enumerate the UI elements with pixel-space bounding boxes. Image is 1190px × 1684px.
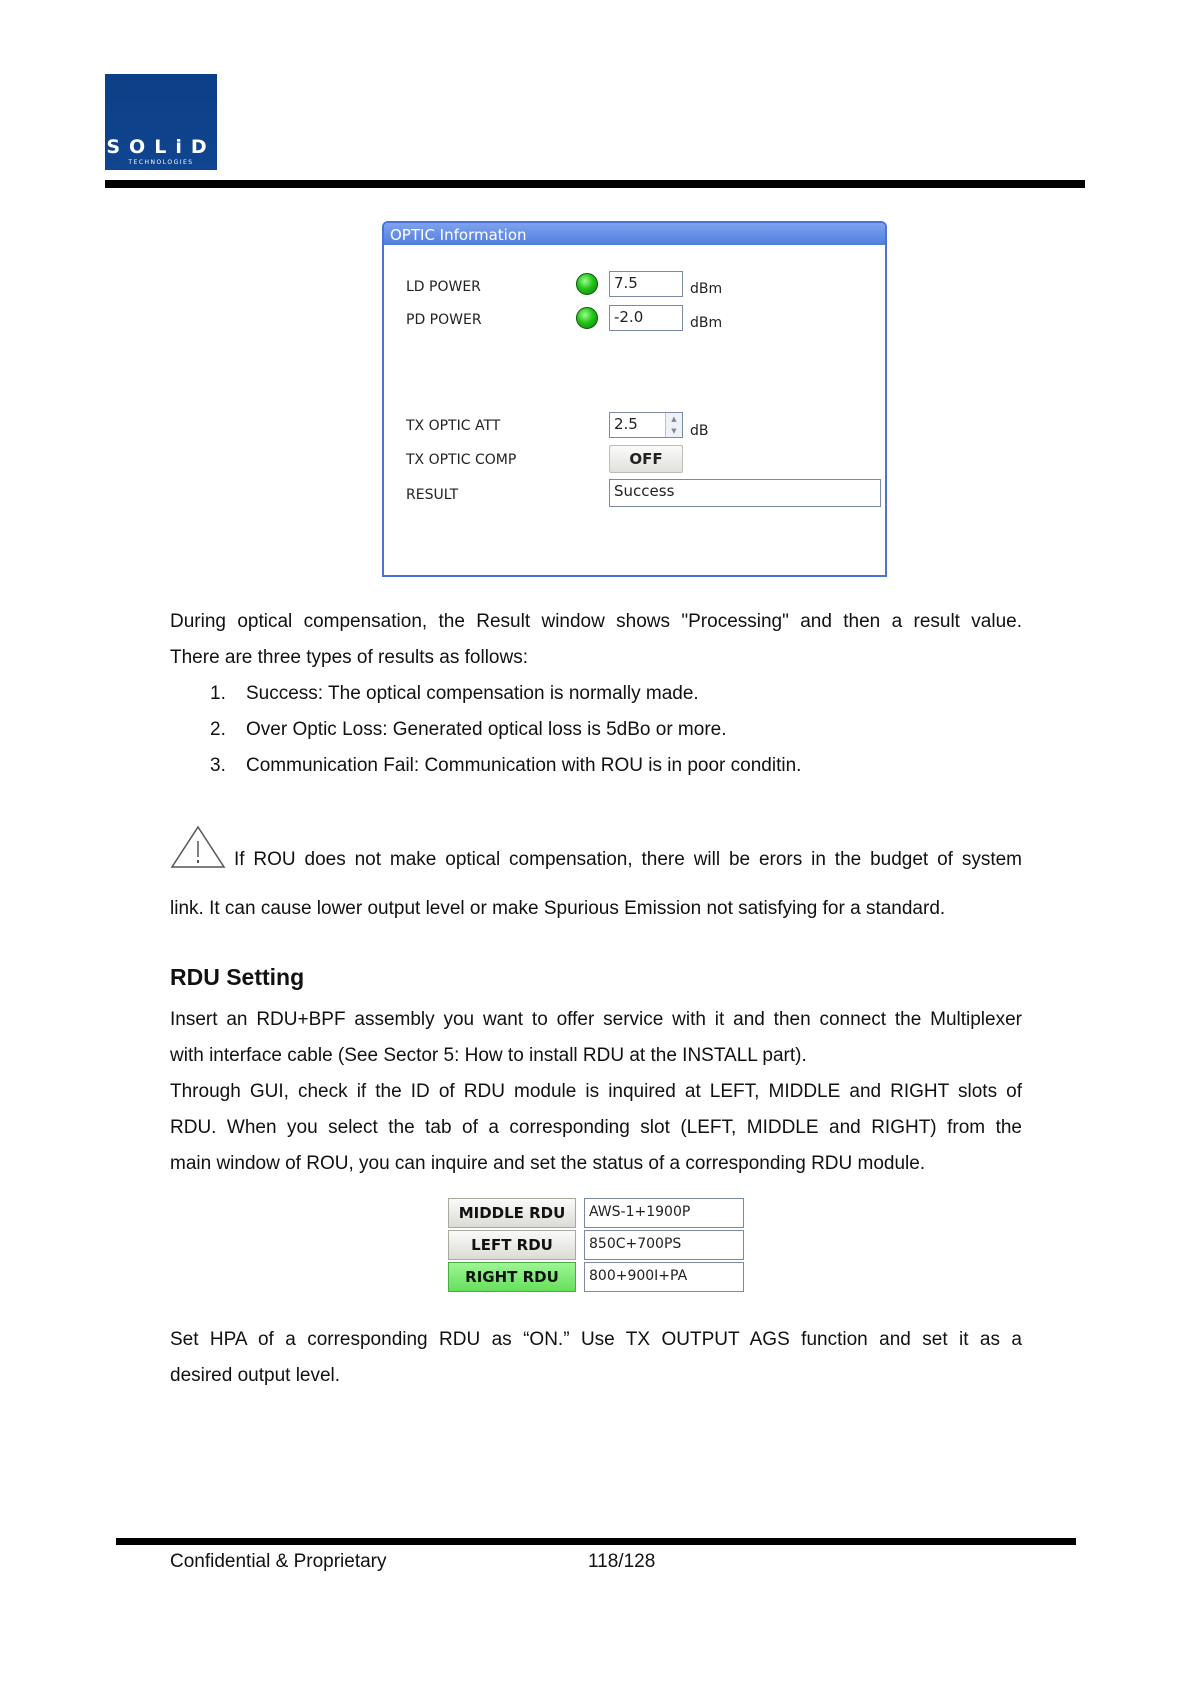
- tx-optic-att-unit: dB: [690, 423, 709, 439]
- middle-rdu-id-field[interactable]: AWS-1+1900P: [584, 1198, 744, 1228]
- warning-line-2: link. It can cause lower output level or make Spurious Emission not satisfying for a standard.: [170, 898, 946, 919]
- list-item: Communication Fail: Communication with ROU is in poor conditin.: [246, 755, 802, 776]
- rdu-slot-table: [448, 1198, 748, 1294]
- right-rdu-id-field[interactable]: 800+900I+PA: [584, 1262, 744, 1292]
- footer-page-number: 118/128: [588, 1551, 656, 1572]
- tx-optic-comp-button[interactable]: OFF: [609, 445, 683, 473]
- rdu-paragraph-1-line-2: with interface cable (See Sector 5: How to install RDU at the INSTALL part).: [170, 1045, 807, 1066]
- company-logo: [105, 74, 217, 170]
- spinner-arrows-icon[interactable]: ▲ ▼: [665, 413, 682, 437]
- hpa-line-1: Set HPA of a corresponding RDU as “ON.” Use TX OUTPUT AGS function and set it as a: [170, 1329, 1022, 1350]
- warning-line-1: If ROU does not make optical compensation, there will be erors in the budget of system: [234, 849, 1022, 870]
- pd-power-field[interactable]: -2.0: [609, 305, 683, 331]
- optic-panel-title-bar: [384, 223, 885, 245]
- list-item: Success: The optical compensation is normally made.: [246, 683, 699, 704]
- ld-power-status-led-icon: [576, 273, 598, 295]
- right-rdu-tab[interactable]: RIGHT RDU: [448, 1262, 576, 1292]
- optic-information-panel: [382, 221, 887, 577]
- logo-wordmark: SOLiD: [106, 136, 216, 158]
- rdu-paragraph-1-line-1: Insert an RDU+BPF assembly you want to offer service with it and then connect the Multiplexer: [170, 1009, 1022, 1030]
- rdu-paragraph-2-line-1: Through GUI, check if the ID of RDU module is inquired at LEFT, MIDDLE and RIGHT slots of: [170, 1081, 1022, 1102]
- left-rdu-id-field[interactable]: 850C+700PS: [584, 1230, 744, 1260]
- warning-triangle-icon: [170, 825, 226, 869]
- footer-confidential: Confidential & Proprietary: [170, 1551, 387, 1572]
- tx-optic-att-stepper[interactable]: [609, 412, 683, 438]
- rdu-setting-heading: RDU Setting: [170, 964, 305, 990]
- result-field[interactable]: Success: [609, 479, 881, 507]
- header-rule: [105, 180, 1085, 188]
- intro-line-1: During optical compensation, the Result window shows "Processing" and then a result value.: [170, 611, 1022, 632]
- left-rdu-tab[interactable]: LEFT RDU: [448, 1230, 576, 1260]
- list-item-number: 1.: [210, 683, 226, 704]
- footer-rule: [116, 1538, 1076, 1545]
- hpa-line-2: desired output level.: [170, 1365, 341, 1386]
- ld-power-field[interactable]: 7.5: [609, 271, 683, 297]
- tx-optic-att-value: 2.5: [614, 415, 638, 433]
- list-item-number: 2.: [210, 719, 226, 740]
- pd-power-label: PD POWER: [406, 312, 482, 328]
- optic-panel-title: OPTIC Information: [390, 226, 527, 244]
- rdu-paragraph-2-line-2: RDU. When you select the tab of a corresponding slot (LEFT, MIDDLE and RIGHT) from the: [170, 1117, 1022, 1138]
- pd-power-status-led-icon: [576, 307, 598, 329]
- tx-optic-att-label: TX OPTIC ATT: [406, 418, 501, 434]
- ld-power-label: LD POWER: [406, 279, 481, 295]
- middle-rdu-tab[interactable]: MIDDLE RDU: [448, 1198, 576, 1228]
- rdu-paragraph-2-line-3: main window of ROU, you can inquire and set the status of a corresponding RDU module.: [170, 1153, 926, 1174]
- pd-power-unit: dBm: [690, 315, 723, 331]
- result-label: RESULT: [406, 487, 459, 503]
- logo-subtext: TECHNOLOGIES: [128, 159, 194, 166]
- intro-line-2: There are three types of results as follows:: [170, 647, 528, 668]
- list-item-number: 3.: [210, 755, 226, 776]
- ld-power-unit: dBm: [690, 281, 723, 297]
- tx-optic-comp-label: TX OPTIC COMP: [406, 452, 517, 468]
- list-item: Over Optic Loss: Generated optical loss is 5dBo or more.: [246, 719, 727, 740]
